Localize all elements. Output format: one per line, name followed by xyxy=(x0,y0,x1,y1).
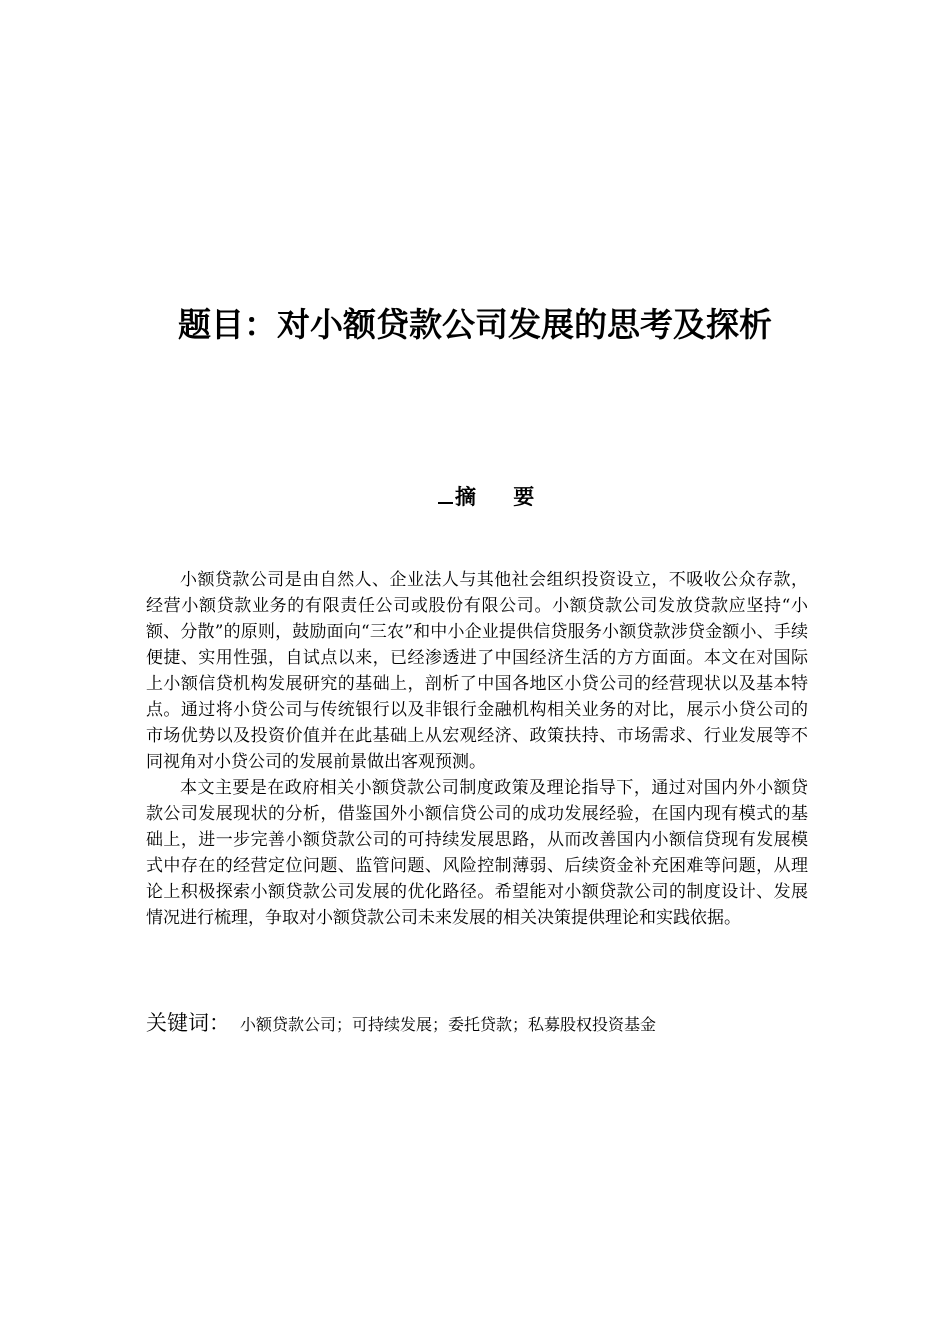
keywords-label: 关键词： xyxy=(146,1011,230,1035)
keywords-line xyxy=(146,1006,846,1042)
heading-underline-mark xyxy=(438,502,453,504)
abstract-body xyxy=(146,567,808,931)
abstract-paragraph-2: 本文主要是在政府相关小额贷款公司制度政策及理论指导下，通过对国内外小额贷款公司发展现状的分析，借鉴国外小额信贷公司的成功发展经验，在国内现有模式的基础上，进一步完善小额贷款公司的可持续发展思路，从而改善国内小额信贷现有发展模式中存在的经营定位问题、监管问题、风险控制薄弱、后续资金补充困难等问题，从理论上积极探索小额贷款公司发展的优化路径。希望能对小额贷款公司的制度设计、发展情况进行梳理，争取对小额贷款公司未来发展的相关决策提供理论和实践依据。 xyxy=(146,778,808,928)
document-title: 题目：对小额贷款公司发展的思考及探析 xyxy=(178,305,772,344)
abstract-heading xyxy=(438,480,549,514)
abstract-paragraph-1: 小额贷款公司是由自然人、企业法人与其他社会组织投资设立，不吸收公众存款，经营小额贷款业务的有限责任公司或股份有限公司。小额贷款公司发放贷款应坚持“小额、分散”的原则，鼓励面向“三农”和中小企业提供信贷服务小额贷款涉贷金额小、手续便捷、实用性强，自试点以来，已经渗透进了中国经济生活的方方面面。本文在对国际上小额信贷机构发展研究的基础上，剖析了中国各地区小贷公司的经营现状以及基本特点。通过将小贷公司与传统银行以及非银行金融机构相关业务的对比，展示小贷公司的市场优势以及投资价值并在此基础上从宏观经济、政策扶持、市场需求、行业发展等不同视角对小贷公司的发展前景做出客观预测。 xyxy=(146,570,808,772)
abstract-heading-text: 摘 要 xyxy=(455,484,550,509)
keywords-values: 小额贷款公司；可持续发展；委托贷款；私募股权投资基金 xyxy=(240,1015,657,1034)
